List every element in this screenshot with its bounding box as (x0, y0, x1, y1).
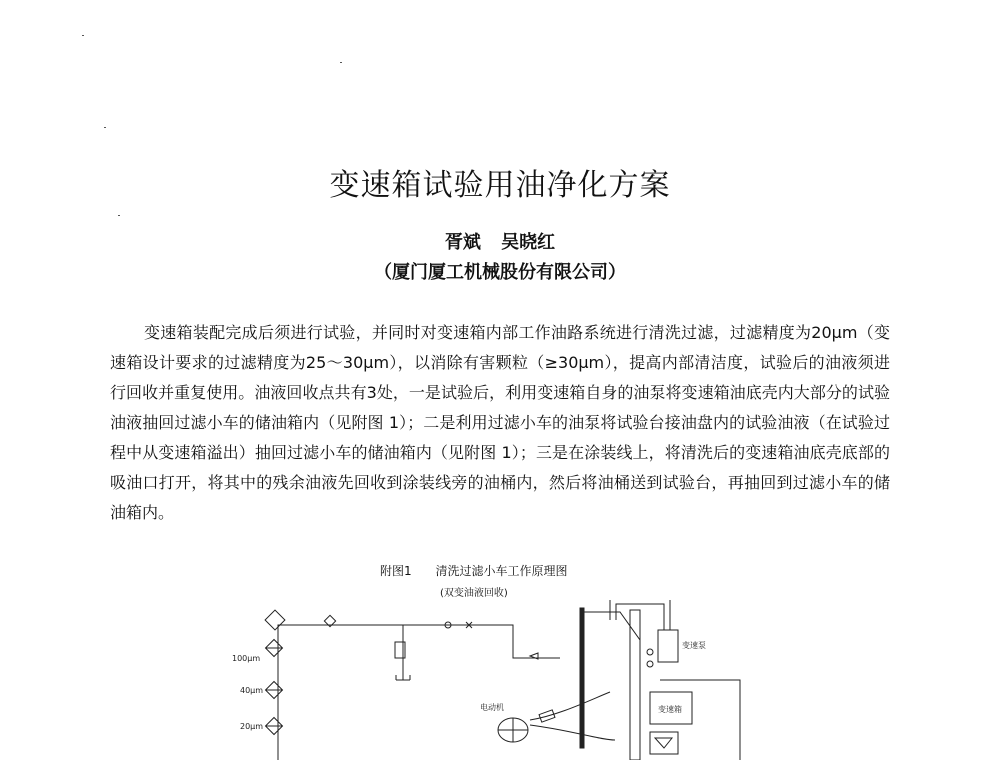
filter-100 (266, 640, 283, 657)
gearbox-drawing (580, 600, 740, 760)
figure-title: 清洗过滤小车工作原理图 (435, 564, 568, 578)
page-title: 变速箱试验用油净化方案 (329, 168, 671, 203)
scan-speck (340, 62, 342, 63)
pump-label: 变速泵 (682, 641, 706, 650)
filter-label-100: 100μm (232, 654, 261, 663)
scan-speck (104, 127, 106, 128)
pump-motor (498, 692, 615, 742)
filter-symbol (265, 610, 285, 630)
filter-label-40: 40μm (240, 686, 264, 695)
affiliation: （厦门厦工机械股份有限公司） (374, 262, 626, 283)
pump-box (658, 630, 678, 662)
figure-label: 附图1 (380, 564, 412, 578)
authors: 胥斌 吴晓红 (444, 232, 556, 253)
body-paragraph: 变速箱装配完成后须进行试验，并同时对变速箱内部工作油路系统进行清洗过滤，过滤精度为20μm（变速箱设计要求的过滤精度为25～30μm），以消除有害颗粒（≥30μm），提高内部清洁度，试验后的油液须进行回收并重复使用。油液回收点共有3处，一是试验后，利用变速箱自身的油泵将变速箱油底壳内大部分的试验油液抽回过滤小车的储油箱内（见附图 1）；二是利用过滤小车的油泵将试验台接油盘内的试验油液（在试验过程中从变速箱溢出）抽回过滤小车的储油箱内（见附图 1）；三是在涂装线上，将清洗后的变速箱油底壳底部的吸油口打开，将其中的残余油液先回收到涂装线旁的油桶内，然后将油桶送到试验台，再抽回到过滤小车的储油箱内。 (110, 323, 890, 522)
filter-20 (266, 718, 283, 735)
filter-40 (266, 682, 283, 699)
filter-label-20: 20μm (240, 722, 264, 731)
figure-caption (380, 562, 567, 579)
schematic-diagram (230, 600, 790, 760)
scan-speck (118, 215, 120, 216)
gearbox-label: 变速箱 (658, 705, 682, 714)
scan-speck (82, 35, 84, 36)
motor-label: 电动机 (480, 703, 504, 712)
figure-subtitle: (双变油液回收) (440, 588, 508, 599)
hydraulic-circuit (265, 610, 560, 760)
